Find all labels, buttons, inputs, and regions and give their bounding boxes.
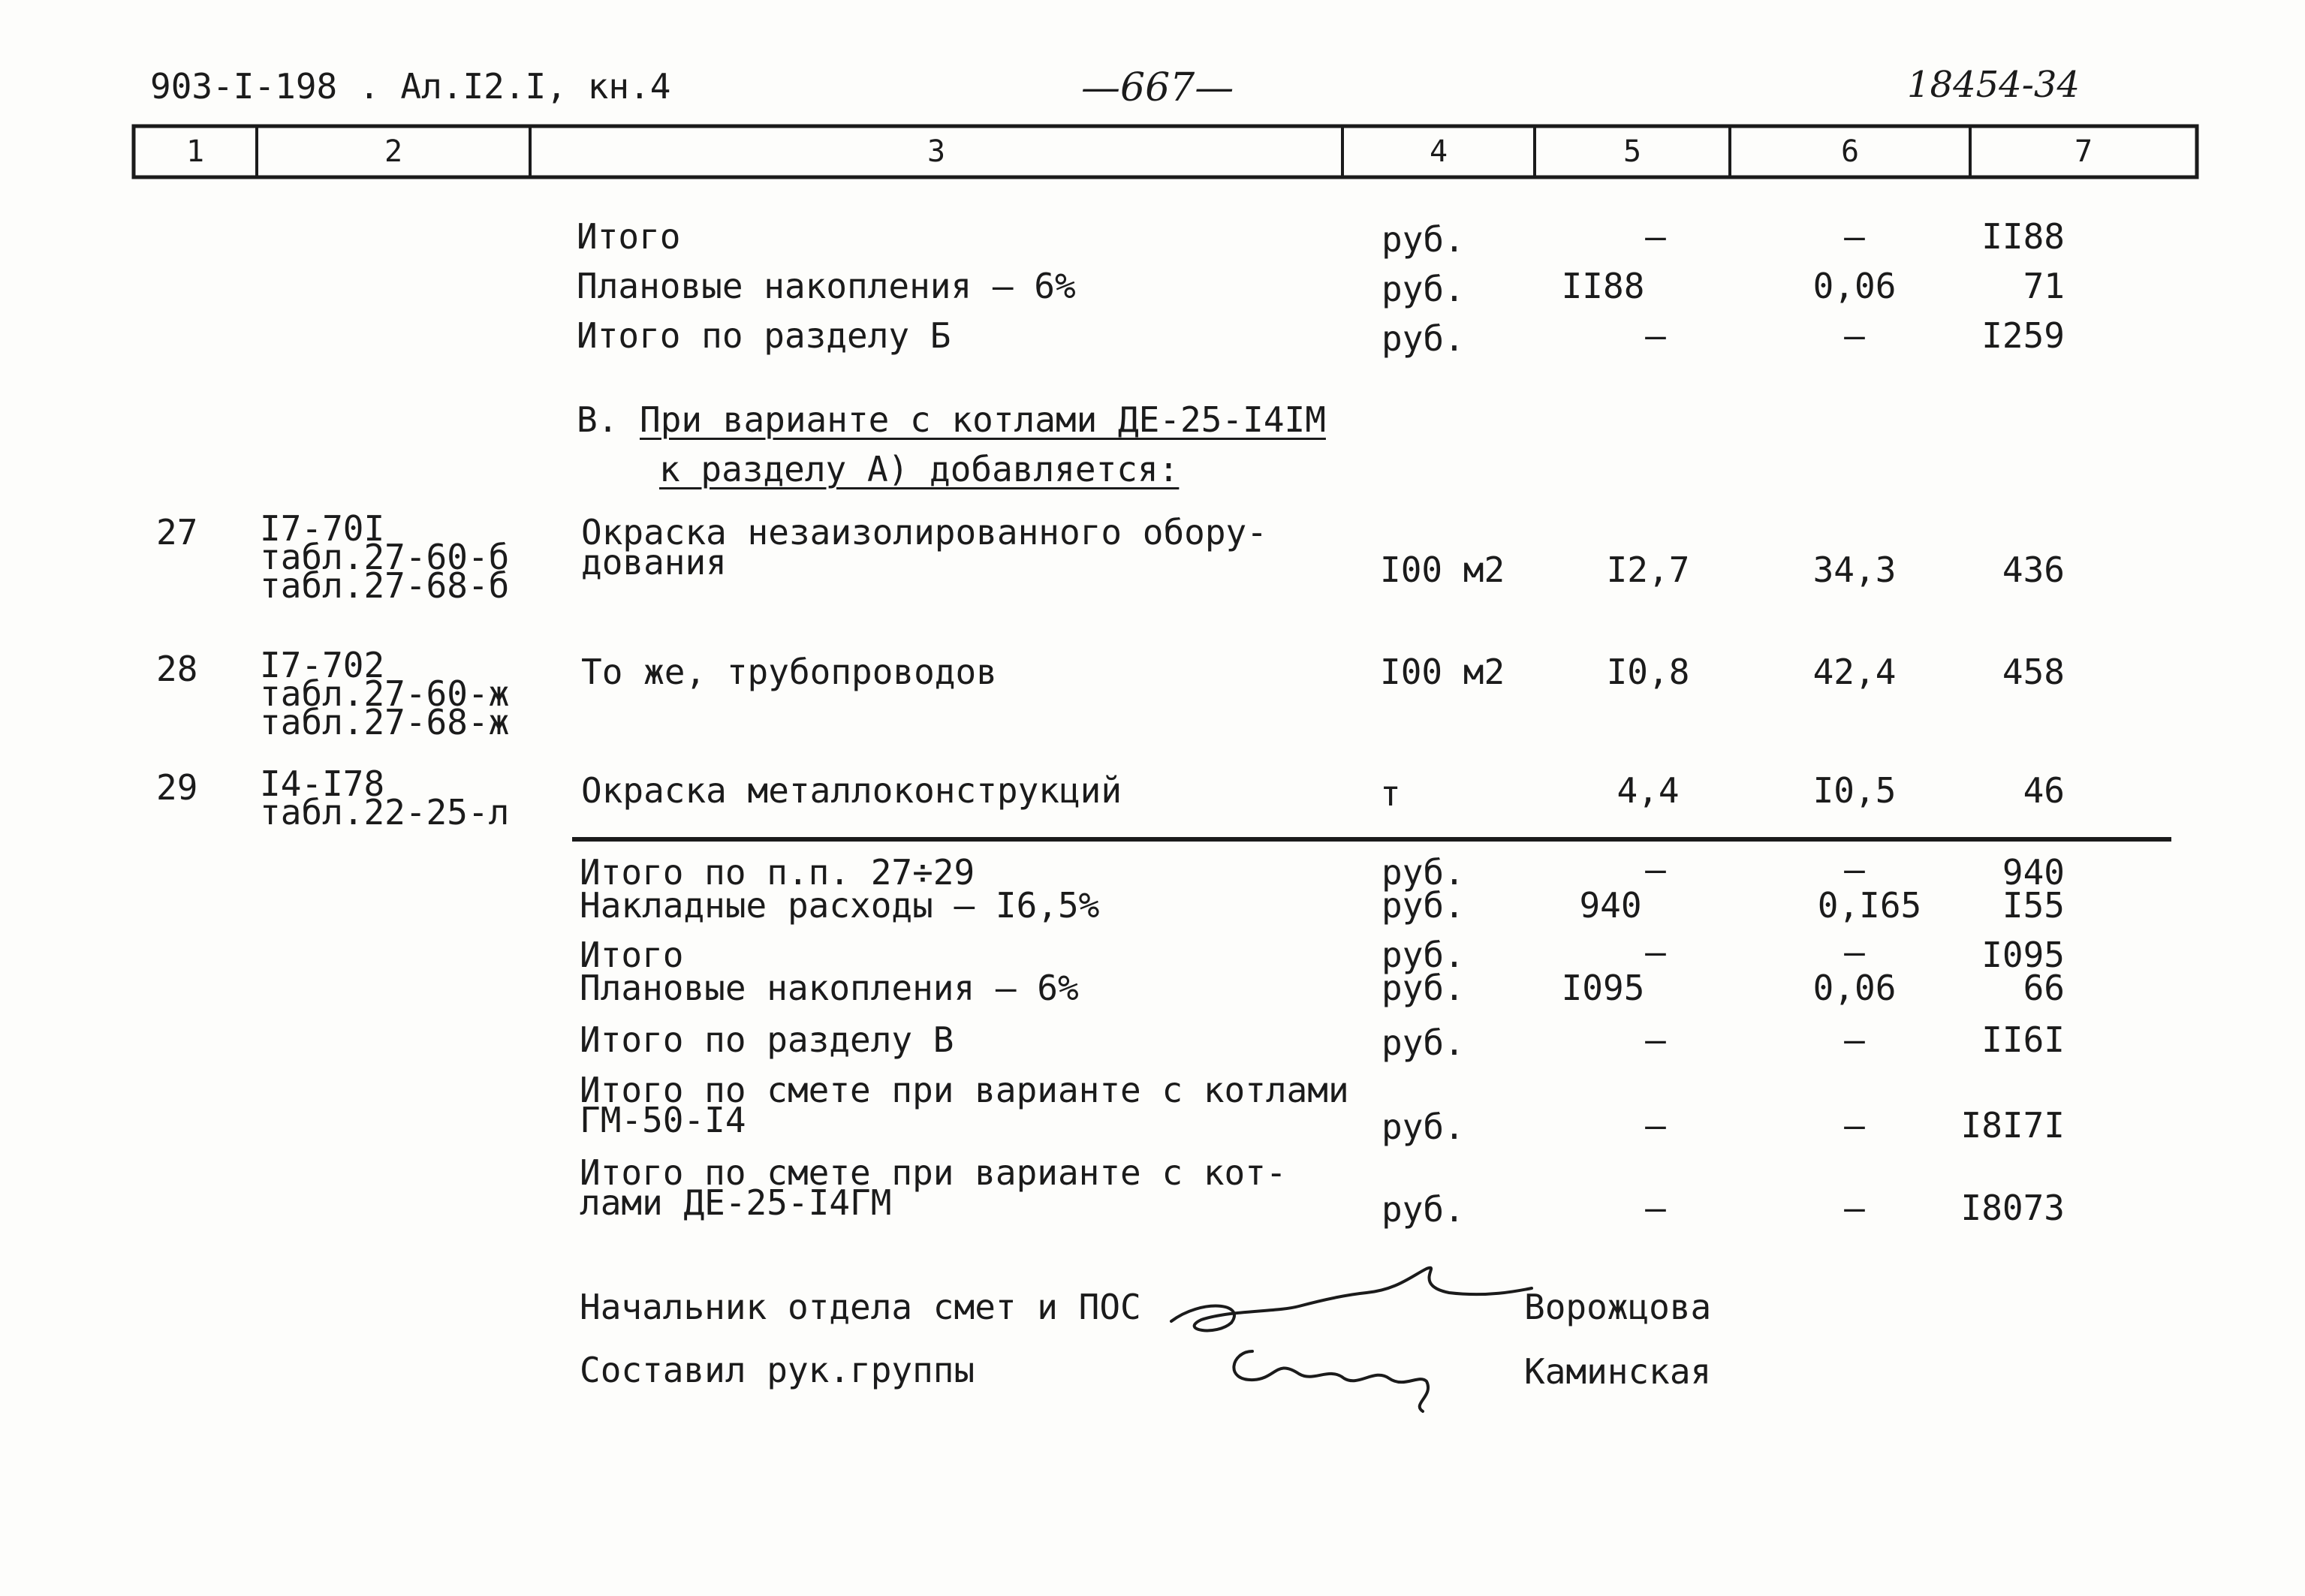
item-code: I7-702 bbox=[260, 645, 385, 685]
item-description: дования bbox=[581, 542, 727, 583]
total-unit: руб. bbox=[1381, 935, 1465, 975]
row-quantity: II88 bbox=[1561, 266, 1645, 306]
document-code: 903-I-198 bbox=[150, 66, 338, 107]
row-unit: руб. bbox=[1381, 269, 1465, 309]
total-unit: руб. bbox=[1381, 852, 1465, 893]
total-amount: II6I bbox=[1981, 1019, 2065, 1060]
item-code: табл.27-68-б bbox=[260, 565, 510, 606]
total-amount: I55 bbox=[2002, 885, 2065, 926]
column-header-6: 6 bbox=[1840, 134, 1860, 169]
row-quantity: – bbox=[1645, 216, 1666, 257]
item-quantity: I2,7 bbox=[1606, 550, 1690, 590]
total-unit: руб. bbox=[1381, 1022, 1465, 1063]
total-quantity: – bbox=[1645, 1105, 1666, 1146]
row-unit: руб. bbox=[1381, 318, 1465, 359]
total-unit: руб. bbox=[1381, 1107, 1465, 1147]
signature-role-head: Начальник отдела смет и ПОС bbox=[580, 1287, 1141, 1327]
item-description: Окраска металлоконструкций bbox=[581, 770, 1122, 811]
item-code: табл.27-60-б bbox=[260, 537, 510, 577]
item-rate: I0,5 bbox=[1812, 770, 1897, 811]
column-header-7: 7 bbox=[2074, 134, 2093, 169]
item-code: I7-70I bbox=[260, 508, 385, 549]
row-amount: I259 bbox=[1981, 315, 2065, 356]
item-amount: 458 bbox=[2002, 652, 2065, 692]
column-header-5: 5 bbox=[1623, 134, 1642, 169]
section-heading-line2: к разделу А) добавляется: bbox=[659, 449, 1180, 489]
total-quantity: – bbox=[1645, 1019, 1666, 1060]
item-unit: т bbox=[1380, 773, 1401, 814]
signature-name-compiler: Каминская bbox=[1524, 1351, 1712, 1392]
row-rate: – bbox=[1844, 315, 1865, 356]
total-label: Итого по п.п. 27÷29 bbox=[580, 852, 975, 893]
row-unit: руб. bbox=[1381, 219, 1465, 260]
total-amount: I8I7I bbox=[1960, 1105, 2065, 1146]
total-rate: – bbox=[1844, 849, 1865, 890]
column-header-3: 3 bbox=[927, 134, 946, 169]
item-code: табл.22-25-л bbox=[260, 792, 510, 833]
item-unit: I00 м2 bbox=[1380, 550, 1505, 590]
total-label: Итого bbox=[580, 935, 684, 975]
page-number: —667— bbox=[1081, 65, 1234, 110]
row-quantity: – bbox=[1645, 315, 1666, 356]
total-rate: – bbox=[1844, 1019, 1865, 1060]
total-unit: руб. bbox=[1381, 968, 1465, 1008]
column-header-4: 4 bbox=[1429, 134, 1448, 169]
total-amount: 940 bbox=[2002, 852, 2065, 893]
row-rate: – bbox=[1844, 216, 1865, 257]
total-rate: – bbox=[1844, 932, 1865, 972]
item-code: табл.27-60-ж bbox=[260, 673, 510, 714]
total-amount: I095 bbox=[1981, 935, 2065, 975]
total-quantity: I095 bbox=[1561, 968, 1645, 1008]
item-code: I4-I78 bbox=[260, 763, 385, 804]
item-number: 28 bbox=[156, 649, 198, 689]
total-amount: I8073 bbox=[1960, 1188, 2065, 1228]
total-unit: руб. bbox=[1381, 1189, 1465, 1230]
item-quantity: 4,4 bbox=[1617, 770, 1680, 811]
item-unit: I00 м2 bbox=[1380, 652, 1505, 692]
row-rate: 0,06 bbox=[1812, 266, 1897, 306]
album-reference: . Ал.I2.I, кн.4 bbox=[359, 66, 671, 107]
section-heading-line1: При варианте с котлами ДЕ-25-I4IM bbox=[640, 399, 1326, 440]
item-rate: 34,3 bbox=[1812, 550, 1897, 590]
signature-name-head: Ворожцова bbox=[1524, 1287, 1712, 1327]
row-label: Плановые накопления – 6% bbox=[577, 266, 1076, 306]
total-rate: – bbox=[1844, 1188, 1865, 1228]
total-amount: 66 bbox=[2023, 968, 2065, 1008]
total-rate: 0,I65 bbox=[1817, 885, 1922, 926]
section-letter: В. bbox=[577, 399, 619, 440]
item-amount: 46 bbox=[2023, 770, 2065, 811]
total-label: Итого по смете при варианте с котлами bbox=[580, 1070, 1349, 1110]
item-quantity: I0,8 bbox=[1606, 652, 1690, 692]
total-label: Накладные расходы – I6,5% bbox=[580, 885, 1100, 926]
total-quantity: – bbox=[1645, 849, 1666, 890]
total-rate: – bbox=[1844, 1105, 1865, 1146]
signature-role-compiler: Составил рук.группы bbox=[580, 1350, 975, 1390]
total-label: Итого по разделу В bbox=[580, 1019, 954, 1060]
total-label: Плановые накопления – 6% bbox=[580, 968, 1079, 1008]
item-rate: 42,4 bbox=[1812, 652, 1897, 692]
row-amount: II88 bbox=[1981, 216, 2065, 257]
item-amount: 436 bbox=[2002, 550, 2065, 590]
total-quantity: – bbox=[1645, 1188, 1666, 1228]
archive-number: 18454-34 bbox=[1907, 64, 2080, 106]
row-amount: 71 bbox=[2023, 266, 2065, 306]
total-quantity: 940 bbox=[1579, 885, 1642, 926]
item-description: Окраска незаизолированного обору- bbox=[581, 512, 1267, 553]
item-number: 29 bbox=[156, 767, 198, 808]
total-label: ГМ-50-I4 bbox=[580, 1100, 746, 1140]
total-rate: 0,06 bbox=[1812, 968, 1897, 1008]
column-header-1: 1 bbox=[185, 134, 205, 169]
total-label: Итого по смете при варианте с кот- bbox=[580, 1152, 1287, 1193]
item-number: 27 bbox=[156, 512, 198, 553]
row-label: Итого bbox=[577, 216, 681, 257]
row-label: Итого по разделу Б bbox=[577, 315, 951, 356]
column-header-2: 2 bbox=[384, 134, 403, 169]
total-quantity: – bbox=[1645, 932, 1666, 972]
total-label: лами ДЕ-25-I4ГМ bbox=[580, 1182, 892, 1223]
item-description: То же, трубопроводов bbox=[581, 652, 997, 692]
item-code: табл.27-68-ж bbox=[260, 702, 510, 742]
total-unit: руб. bbox=[1381, 885, 1465, 926]
